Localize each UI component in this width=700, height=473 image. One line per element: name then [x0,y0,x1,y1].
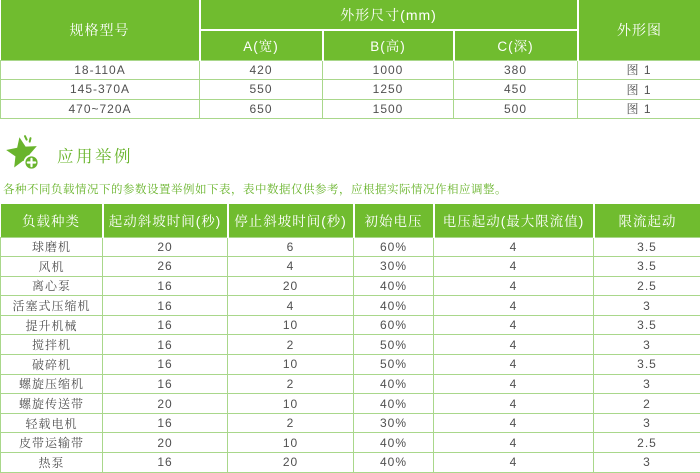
table-cell: 4 [434,413,594,433]
spec-a-cell: 550 [200,80,323,100]
spec-col-model: 规格型号 [1,0,200,60]
spec-col-dim-c: C(深) [454,30,578,60]
table-cell: 2 [594,394,700,414]
app-col-initial-voltage: 初始电压 [354,204,434,237]
spec-model-cell: 145-370A [1,80,200,100]
table-cell: 4 [434,355,594,375]
table-cell: 20 [103,237,228,257]
spec-row [1,80,700,100]
spec-b-cell: 1000 [323,60,454,80]
table-row [1,433,700,453]
spec-a-cell: 650 [200,99,323,119]
table-cell: 4 [228,257,354,277]
table-cell: 3 [594,453,700,473]
table-row [1,296,700,316]
spec-model-cell: 470~720A [1,99,200,119]
load-type-cell: 活塞式压缩机 [1,296,103,316]
star-plus-icon [4,135,44,175]
table-cell: 2.5 [594,276,700,296]
spec-c-cell: 500 [454,99,578,119]
table-row [1,413,700,433]
table-row [1,276,700,296]
table-cell: 2 [228,374,354,394]
table-cell: 4 [434,374,594,394]
table-cell: 4 [434,335,594,355]
load-type-cell: 热泵 [1,453,103,473]
app-col-voltage-start: 电压起动(最大限流值) [434,204,594,237]
spec-model-cell: 18-110A [1,60,200,80]
table-cell: 4 [228,296,354,316]
table-cell: 16 [103,335,228,355]
table-cell: 40% [354,394,434,414]
load-type-cell: 离心泵 [1,276,103,296]
load-type-cell: 球磨机 [1,237,103,257]
table-cell: 10 [228,394,354,414]
table-cell: 3 [594,335,700,355]
application-table-header [1,204,700,237]
spec-table-header [1,0,700,60]
table-cell: 4 [434,296,594,316]
spec-b-cell: 1250 [323,80,454,100]
table-cell: 4 [434,453,594,473]
table-cell: 10 [228,433,354,453]
spec-col-dims: 外形尺寸(mm) [200,0,578,30]
spec-row [1,99,700,119]
section-header [4,134,700,176]
application-table [0,204,700,473]
table-cell: 16 [103,453,228,473]
load-type-cell: 螺旋压缩机 [1,374,103,394]
table-cell: 6 [228,237,354,257]
table-cell: 3 [594,374,700,394]
table-cell: 30% [354,413,434,433]
section-title: 应用举例 [57,148,133,166]
table-cell: 3.5 [594,355,700,375]
table-row [1,394,700,414]
load-type-cell: 螺旋传送带 [1,394,103,414]
table-cell: 4 [434,433,594,453]
table-row [1,355,700,375]
load-type-cell: 轻载电机 [1,413,103,433]
table-cell: 2.5 [594,433,700,453]
table-cell: 40% [354,433,434,453]
spec-col-figure: 外形图 [578,0,700,60]
table-cell: 20 [228,276,354,296]
table-cell: 16 [103,296,228,316]
table-cell: 16 [103,355,228,375]
table-cell: 50% [354,335,434,355]
app-col-start-ramp: 起动斜坡时间(秒) [103,204,228,237]
table-cell: 4 [434,315,594,335]
table-cell: 3.5 [594,315,700,335]
spec-figure-cell: 图 1 [578,80,700,100]
table-cell: 3.5 [594,237,700,257]
table-cell: 4 [434,237,594,257]
table-cell: 40% [354,276,434,296]
load-type-cell: 皮带运输带 [1,433,103,453]
table-cell: 3.5 [594,257,700,277]
table-cell: 60% [354,237,434,257]
app-col-load-type: 负载种类 [1,204,103,237]
table-row [1,335,700,355]
spec-figure-cell: 图 1 [578,99,700,119]
spec-table [0,0,700,119]
spec-c-cell: 450 [454,80,578,100]
table-cell: 26 [103,257,228,277]
table-cell: 16 [103,276,228,296]
table-cell: 4 [434,276,594,296]
table-cell: 2 [228,413,354,433]
table-cell: 50% [354,355,434,375]
spec-c-cell: 380 [454,60,578,80]
load-type-cell: 风机 [1,257,103,277]
table-cell: 20 [103,433,228,453]
spec-b-cell: 1500 [323,99,454,119]
table-cell: 16 [103,413,228,433]
table-cell: 30% [354,257,434,277]
spec-a-cell: 420 [200,60,323,80]
load-type-cell: 提升机械 [1,315,103,335]
note-text: 各种不同负载情况下的参数设置举例如下表，表中数据仅供参考，应根据实际情况作相应调整。 [3,184,507,196]
table-row [1,237,700,257]
table-row [1,257,700,277]
table-cell: 3 [594,413,700,433]
table-cell: 20 [228,453,354,473]
table-cell: 16 [103,374,228,394]
table-cell: 40% [354,374,434,394]
app-col-current-limit-start: 限流起动 [594,204,700,237]
spec-col-dim-b: B(高) [323,30,454,60]
spec-col-dim-a: A(宽) [200,30,323,60]
table-cell: 10 [228,355,354,375]
table-cell: 3 [594,296,700,316]
table-cell: 20 [103,394,228,414]
table-cell: 16 [103,315,228,335]
spec-row [1,60,700,80]
load-type-cell: 搅拌机 [1,335,103,355]
table-row [1,453,700,473]
table-row [1,315,700,335]
table-cell: 60% [354,315,434,335]
app-col-stop-ramp: 停止斜坡时间(秒) [228,204,354,237]
table-cell: 40% [354,453,434,473]
table-cell: 2 [228,335,354,355]
table-cell: 10 [228,315,354,335]
table-row [1,374,700,394]
table-cell: 4 [434,257,594,277]
table-cell: 4 [434,394,594,414]
load-type-cell: 破碎机 [1,355,103,375]
spec-figure-cell: 图 1 [578,60,700,80]
table-cell: 40% [354,296,434,316]
